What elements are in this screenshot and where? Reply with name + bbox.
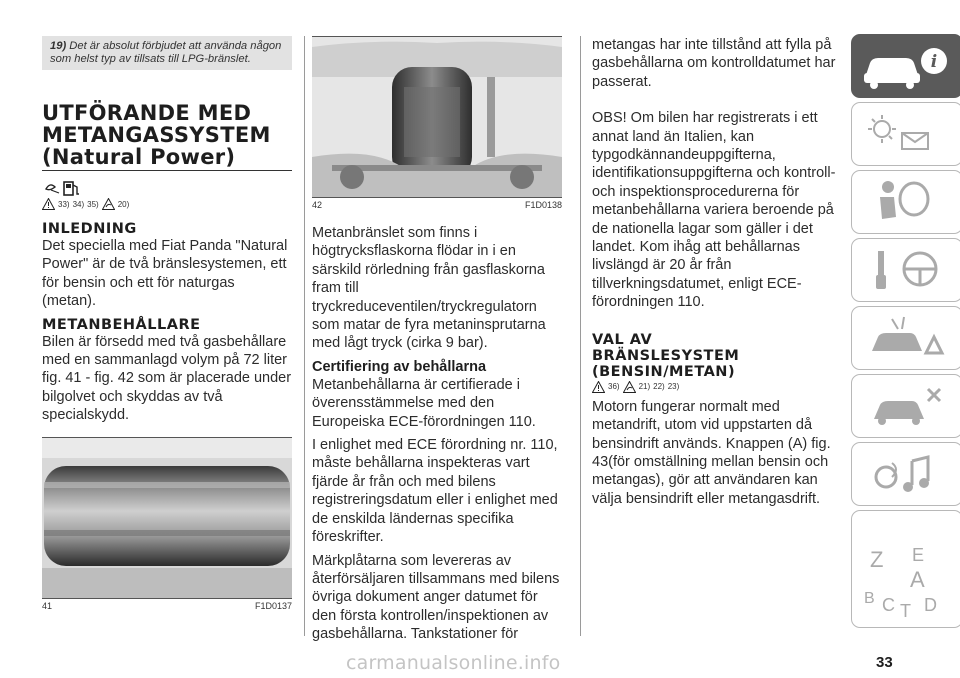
column-left xyxy=(42,36,292,611)
page-number: 33 xyxy=(876,654,893,671)
note-box xyxy=(42,36,292,70)
text-cert-3: Märkplåtarna som levereras av återförsäljaren tillsammans med bilens övriga dokument anger datumet för den första kontrollen/inspektionen av gasbehållarna. Tankstationer för xyxy=(312,552,560,643)
caution-hand-icon xyxy=(102,198,115,210)
ref-34[interactable]: 34) xyxy=(72,199,85,209)
caution-hand-icon xyxy=(623,381,636,393)
heading-val-line1: VAL AV xyxy=(592,331,653,348)
multimedia-icon xyxy=(852,443,960,505)
figure-42-number: 42 xyxy=(312,200,323,210)
ref-35[interactable]: 35) xyxy=(87,199,99,209)
index-letter-t: T xyxy=(900,601,911,621)
tab-dashboard[interactable] xyxy=(851,102,960,166)
references-row xyxy=(42,197,292,211)
index-letter-e: E xyxy=(912,545,925,565)
ref-33[interactable]: 33) xyxy=(58,199,70,209)
text-continued: metangas har inte tillstånd att fylla på gasbehållarna om kontrolldatumet har passerat. xyxy=(592,37,836,90)
tab-car-info[interactable] xyxy=(851,34,960,98)
heading-val-line2: BRÄNSLESYSTEM xyxy=(592,347,740,364)
fuel-pump-icon xyxy=(42,179,292,197)
index-letter-b: B xyxy=(864,590,875,607)
dashboard-lights-icon xyxy=(852,103,960,165)
svg-text:i: i xyxy=(930,52,938,72)
text-cert-1: Metanbehållarna är certifierade i överensstämmelse med den Europeiska ECE-förordningen 110. xyxy=(312,376,536,430)
ref-23[interactable]: 23) xyxy=(667,382,680,392)
text-fuel-selection: Motorn fungerar normalt med metandrift, utom vid uppstarten då bensindrift används. Knappen (A) fig. 43(för omställning mellan bensin och metangas), gör att användaren kan välja bensindrift eller metangasdrift. xyxy=(592,398,831,507)
column-right xyxy=(592,36,842,508)
figure-42-code: F1D0138 xyxy=(524,200,562,210)
column-divider-1 xyxy=(304,36,305,636)
ref-20[interactable]: 20) xyxy=(117,199,130,209)
heading-inledning: INLEDNING xyxy=(42,221,137,237)
figure-41 xyxy=(42,437,292,599)
references-row-2 xyxy=(592,380,842,394)
maintenance-icon xyxy=(852,375,960,437)
breakdown-icon xyxy=(852,307,960,369)
tab-safety[interactable] xyxy=(851,170,960,234)
car-info-icon xyxy=(852,35,960,97)
tab-starting-driving[interactable] xyxy=(851,238,960,302)
heading-metanbehallare: METANBEHÅLLARE xyxy=(42,316,201,333)
text-obs-note: OBS! Om bilen har registrerats i ett annat land än Italien, kan typgodkännandeuppgifterna, identifikationsuppgifterna och kontroll- och inspektionsprocedurerna för metanbehållarna variera beroende på de nationella lagar som gäller i det landet. Kom ihåg att behållarnas livslängd är 20 år från tillverkningsdatumet, enligt ECE-förordningen 110. xyxy=(592,110,836,311)
tab-emergency[interactable] xyxy=(851,306,960,370)
tab-index[interactable] xyxy=(851,510,960,628)
ref-22[interactable]: 22) xyxy=(653,382,665,392)
warning-triangle-icon xyxy=(42,198,55,210)
figure-41-caption xyxy=(42,599,292,611)
watermark: carmanualsonline.info xyxy=(346,652,561,674)
page-title-line2: METANGASSYSTEM xyxy=(42,123,271,147)
text-methane-flow: Metanbränslet som finns i högtrycksflaskorna flödar in i en särskild rörledning från gasflaskorna fram till tryckreduceventilen/tryckregulatorn som matar de fyra metaninsprutarna med lågt tryck (cirka 9 bar). xyxy=(312,225,546,352)
index-letter-z: Z xyxy=(870,547,884,572)
text-metanbehallare: Bilen är försedd med två gasbehållare med en sammanlagd volym på 72 liter fig. 41 - fig. 42 som är placerade under bilgolvet och skyddas av två specialskydd. xyxy=(42,333,292,424)
airbag-safety-icon xyxy=(852,171,960,233)
figure-41-code: F1D0137 xyxy=(254,600,292,611)
index-letter-a: A xyxy=(910,567,925,592)
text-cert-2: I enlighet med ECE förordning nr. 110, måste behållarna inspekteras vart fjärde år från och med bilens registreringsdatum eller i enlighet med de enskilda ländernas specifika föreskrifter. xyxy=(312,437,558,546)
heading-val-line3: (BENSIN/METAN) xyxy=(592,363,736,380)
ref-36[interactable]: 36) xyxy=(608,382,620,392)
index-letter-d: D xyxy=(924,595,937,615)
steering-key-icon xyxy=(852,239,960,301)
tab-maintenance[interactable] xyxy=(851,374,960,438)
ref-21[interactable]: 21) xyxy=(638,382,651,392)
note-text: Det är absolut förbjudet att använda någon som helst typ av tillsats till LPG-bränslet. xyxy=(50,40,282,65)
gas-tank-photo xyxy=(42,438,292,598)
index-letter-c: C xyxy=(882,595,895,615)
warning-triangle-icon xyxy=(592,381,605,393)
tab-multimedia[interactable] xyxy=(851,442,960,506)
figure-42 xyxy=(312,36,562,198)
figure-42-caption xyxy=(312,198,562,210)
alphabetical-index-icon xyxy=(852,511,960,627)
note-number: 19) xyxy=(50,40,67,52)
underbody-photo xyxy=(312,37,562,197)
heading-certifiering: Certifiering av behållarna xyxy=(312,358,487,375)
column-divider-2 xyxy=(580,36,581,636)
text-inledning: Det speciella med Fiat Panda "Natural Power" är de två bränslesystemen, ett för bensin och ett för naturgas (metan). xyxy=(42,238,288,310)
page-title-line3: (Natural Power) xyxy=(42,146,292,171)
page-title-line1: UTFÖRANDE MED xyxy=(42,101,252,125)
figure-41-number: 41 xyxy=(42,600,53,611)
column-middle xyxy=(312,36,562,644)
